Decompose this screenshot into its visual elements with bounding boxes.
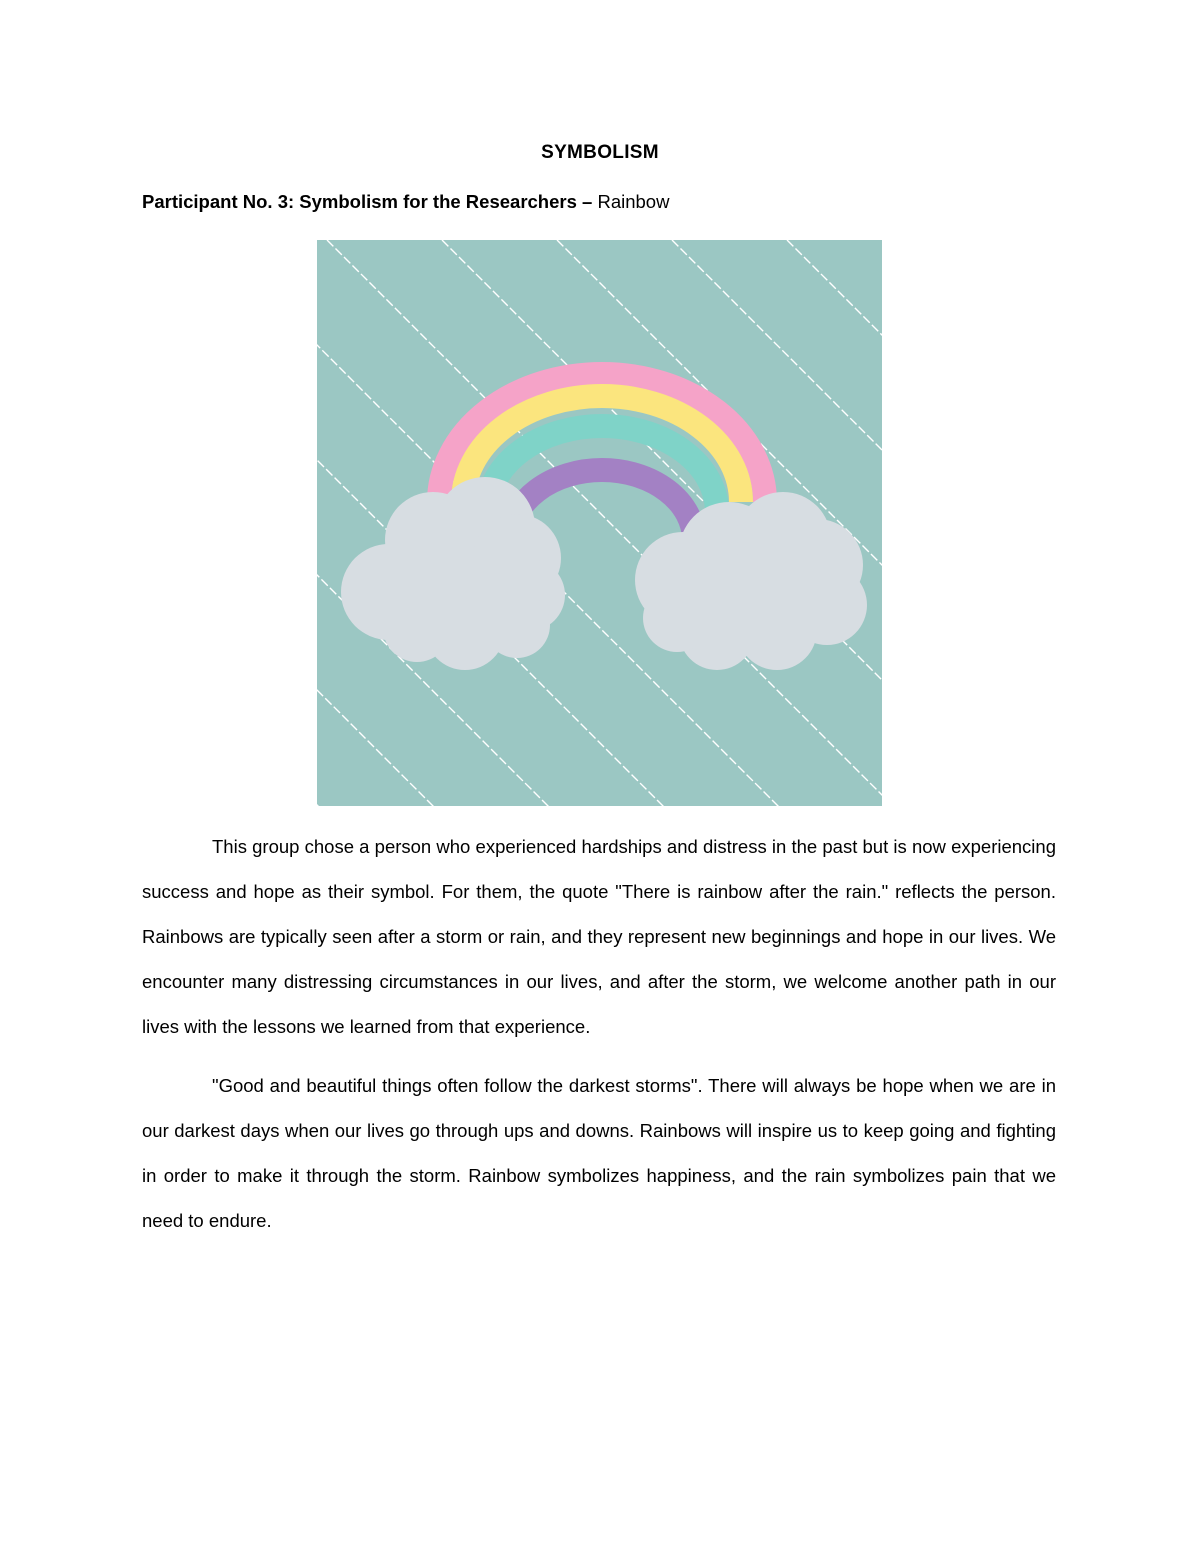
body-paragraph-2: "Good and beautiful things often follow the darkest storms". There will always be hope when we are in our darkest days when our lives go through ups and downs. Rainbows will inspire us to keep going and fighting in order to make it through the storm. Rainbow symbolizes happiness, and the rain symbolizes pain that we need to endure.: [142, 1075, 1056, 1231]
body-paragraph-1: This group chose a person who experienced hardships and distress in the past but is now experiencing success and hope as their symbol. For them, the quote "There is rainbow after the rain." reflects the person. Rainbows are typically seen after a storm or rain, and they represent new beginnings and hope in our lives. We encounter many distressing circumstances in our lives, and after the storm, we welcome another path in our lives with the lessons we learned from that experience.: [142, 836, 1056, 1037]
participant-heading-label: Participant No. 3: Symbolism for the Researchers –: [142, 191, 593, 212]
rainbow-with-clouds-icon: [317, 240, 882, 806]
page-title: SYMBOLISM: [541, 142, 659, 163]
rainbow-illustration: [317, 240, 882, 806]
participant-heading: [142, 191, 669, 213]
participant-heading-value: Rainbow: [592, 191, 670, 212]
